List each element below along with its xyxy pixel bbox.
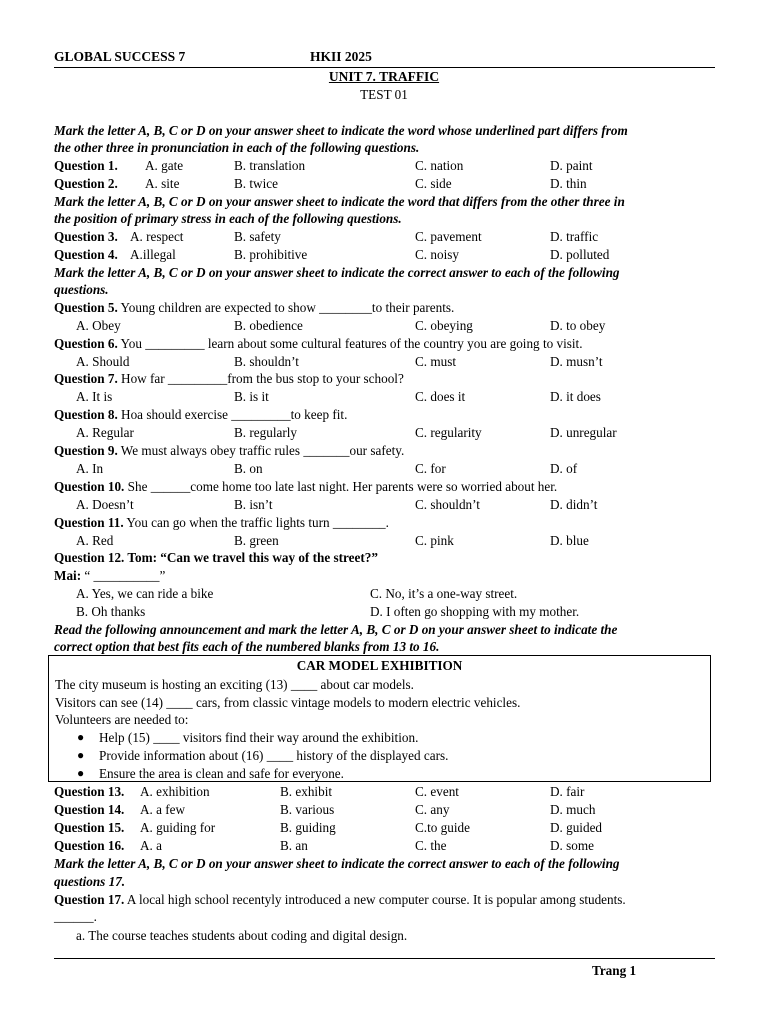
q9-option-a[interactable]: A. In <box>76 461 104 476</box>
announcement-line-2: Visitors can see (14) ____ cars, from classic vintage models to modern electric vehicles. <box>55 695 521 710</box>
q3-option-b[interactable]: B. safety <box>234 229 281 244</box>
question-15 <box>54 819 124 836</box>
question-4 <box>54 246 118 263</box>
question-stem: We must always obey traffic rules _______our safety. <box>117 443 405 458</box>
q4-option-c[interactable]: C. noisy <box>415 247 459 262</box>
q2-option-a[interactable]: A. site <box>145 176 180 191</box>
instruction-correct-1: Mark the letter A, B, C or D on your answer sheet to indicate the correct answer to each of the following <box>54 265 620 280</box>
question-stem: You can go when the traffic lights turn ________. <box>123 515 389 530</box>
q1-option-c[interactable]: C. nation <box>415 158 464 173</box>
question-label: Question 10. <box>54 479 125 494</box>
q11-option-d[interactable]: D. blue <box>550 533 589 548</box>
q14-option-c[interactable]: C. any <box>415 802 450 817</box>
unit-title: UNIT 7. TRAFFIC <box>328 69 440 84</box>
q3-option-a[interactable]: A. respect <box>130 229 184 244</box>
q12-option-c[interactable]: C. No, it’s a one-way street. <box>370 586 518 601</box>
q6-option-a[interactable]: A. Should <box>76 354 130 369</box>
question-label: Question 16. <box>54 838 125 853</box>
q16-option-d[interactable]: D. some <box>550 838 594 853</box>
question-label: Question 5. <box>54 300 118 315</box>
q1-option-b[interactable]: B. translation <box>234 158 306 173</box>
q4-option-b[interactable]: B. prohibitive <box>234 247 308 262</box>
announcement-line-1: The city museum is hosting an exciting (13) ____ about car models. <box>55 677 414 692</box>
q10-option-c[interactable]: C. shouldn’t <box>415 497 480 512</box>
q6-option-d[interactable]: D. musn’t <box>550 354 603 369</box>
q13-option-b[interactable]: B. exhibit <box>280 784 333 799</box>
q8-option-c[interactable]: C. regularity <box>415 425 482 440</box>
question-1 <box>54 157 118 174</box>
question-8 <box>54 406 347 423</box>
q7-option-d[interactable]: D. it does <box>550 389 601 404</box>
test-title: TEST 01 <box>360 87 408 102</box>
q3-option-c[interactable]: C. pavement <box>415 229 482 244</box>
bullet-icon: ● <box>77 766 85 780</box>
question-stem: Hoa should exercise _________to keep fit. <box>117 407 348 422</box>
instruction-reading-2: correct option that best fits each of the numbered blanks from 13 to 16. <box>54 639 440 654</box>
question-16 <box>54 837 124 854</box>
footer-divider <box>54 958 715 959</box>
question-11 <box>54 514 389 531</box>
q14-option-d[interactable]: D. much <box>550 802 596 817</box>
instruction-pronunciation-2: the other three in pronunciation in each of the following questions. <box>54 140 420 155</box>
q16-option-b[interactable]: B. an <box>280 838 308 853</box>
instruction-correct-2: questions. <box>54 282 109 297</box>
q12-option-d[interactable]: D. I often go shopping with my mother. <box>370 604 580 619</box>
question-10 <box>54 478 557 495</box>
question-9 <box>54 442 404 459</box>
question-label: Question 7. <box>54 371 118 386</box>
question-label: Question 4. <box>54 247 118 262</box>
announcement-bullet-1: Help (15) ____ visitors find their way around the exhibition. <box>99 730 419 745</box>
q5-option-d[interactable]: D. to obey <box>550 318 606 333</box>
instruction-stress-1: Mark the letter A, B, C or D on your answer sheet to indicate the word that differs from the other three in <box>54 194 625 209</box>
instruction-q17-2: questions 17. <box>54 874 126 889</box>
question-label: Question 14. <box>54 802 125 817</box>
bullet-icon: ● <box>77 730 85 744</box>
instruction-stress-2: the position of primary stress in each of the following questions. <box>54 211 402 226</box>
q1-option-d[interactable]: D. paint <box>550 158 593 173</box>
instruction-reading-1: Read the following announcement and mark the letter A, B, C or D on your answer sheet to indicate the <box>54 622 618 637</box>
announcement-box <box>48 655 711 782</box>
q2-option-c[interactable]: C. side <box>415 176 452 191</box>
q8-option-a[interactable]: A. Regular <box>76 425 134 440</box>
q10-option-d[interactable]: D. didn’t <box>550 497 598 512</box>
q15-option-a[interactable]: A. guiding for <box>140 820 216 835</box>
q7-option-a[interactable]: A. It is <box>76 389 113 404</box>
q15-option-d[interactable]: D. guided <box>550 820 603 835</box>
question-label: Question 2. <box>54 176 118 191</box>
question-12-mai <box>54 567 165 584</box>
q3-option-d[interactable]: D. traffic <box>550 229 599 244</box>
q4-option-d[interactable]: D. polluted <box>550 247 610 262</box>
q14-option-b[interactable]: B. various <box>280 802 335 817</box>
question-label: Question 13. <box>54 784 125 799</box>
question-stem: You _________ learn about some cultural features of the country you are going to visit. <box>117 336 583 351</box>
q13-option-d[interactable]: D. fair <box>550 784 585 799</box>
answer-blank: “ __________” <box>81 568 166 583</box>
question-stem: She ______come home too late last night. Her parents were so worried about her. <box>124 479 558 494</box>
q12-option-b[interactable]: B. Oh thanks <box>76 604 146 619</box>
q16-option-c[interactable]: C. the <box>415 838 447 853</box>
question-7 <box>54 370 404 387</box>
q14-option-a[interactable]: A. a few <box>140 802 186 817</box>
q1-option-a[interactable]: A. gate <box>145 158 184 173</box>
instruction-q17-1: Mark the letter A, B, C or D on your answer sheet to indicate the correct answer to each of the following <box>54 856 620 871</box>
question-12 <box>54 549 378 566</box>
question-stem: Tom: “Can we travel this way of the street?” <box>124 550 378 565</box>
question-3 <box>54 228 118 245</box>
question-stem: A local high school recentyly introduced a new computer course. It is popular among students. <box>124 892 626 907</box>
term-name: HKII 2025 <box>310 49 372 64</box>
question-label: Question 17. <box>54 892 125 907</box>
question-14 <box>54 801 124 818</box>
question-label: Question 1. <box>54 158 118 173</box>
q9-option-b[interactable]: B. on <box>234 461 263 476</box>
bullet-icon: ● <box>77 748 85 762</box>
question-label: Question 3. <box>54 229 118 244</box>
announcement-line-3: Volunteers are needed to: <box>55 712 189 727</box>
q11-option-c[interactable]: C. pink <box>415 533 454 548</box>
q13-option-a[interactable]: A. exhibition <box>140 784 210 799</box>
q11-option-a[interactable]: A. Red <box>76 533 114 548</box>
q11-option-b[interactable]: B. green <box>234 533 279 548</box>
q12-option-a[interactable]: A. Yes, we can ride a bike <box>76 586 214 601</box>
question-stem: Young children are expected to show ________to their parents. <box>117 300 455 315</box>
question-label: Question 9. <box>54 443 118 458</box>
q13-option-c[interactable]: C. event <box>415 784 459 799</box>
question-17-blank: ______. <box>54 909 97 924</box>
question-17 <box>54 891 626 908</box>
question-13 <box>54 783 124 800</box>
q8-option-d[interactable]: D. unregular <box>550 425 617 440</box>
q10-option-b[interactable]: B. isn’t <box>234 497 273 512</box>
q10-option-a[interactable]: A. Doesn’t <box>76 497 134 512</box>
q2-option-d[interactable]: D. thin <box>550 176 587 191</box>
q9-option-c[interactable]: C. for <box>415 461 446 476</box>
question-label: Question 6. <box>54 336 118 351</box>
q7-option-b[interactable]: B. is it <box>234 389 269 404</box>
question-label: Question 12. <box>54 550 125 565</box>
q4-option-a[interactable]: A.illegal <box>130 247 176 262</box>
q8-option-b[interactable]: B. regularly <box>234 425 297 440</box>
question-5 <box>54 299 454 316</box>
question-stem: How far _________from the bus stop to your school? <box>117 371 404 386</box>
question-2 <box>54 175 118 192</box>
speaker-label: Mai: <box>54 568 82 583</box>
q5-option-c[interactable]: C. obeying <box>415 318 473 333</box>
q7-option-c[interactable]: C. does it <box>415 389 466 404</box>
announcement-bullet-2: Provide information about (16) ____ history of the displayed cars. <box>99 748 449 763</box>
q15-option-b[interactable]: B. guiding <box>280 820 336 835</box>
announcement-bullet-3: Ensure the area is clean and safe for everyone. <box>99 766 344 781</box>
q16-option-a[interactable]: A. a <box>140 838 162 853</box>
q6-option-b[interactable]: B. shouldn’t <box>234 354 299 369</box>
question-label: Question 11. <box>54 515 124 530</box>
instruction-pronunciation-1: Mark the letter A, B, C or D on your answer sheet to indicate the word whose underlined part differs from <box>54 123 628 138</box>
page-number: Trang 1 <box>592 963 637 978</box>
question-6 <box>54 335 583 352</box>
question-label: Question 15. <box>54 820 125 835</box>
q5-option-a[interactable]: A. Obey <box>76 318 121 333</box>
q6-option-c[interactable]: C. must <box>415 354 457 369</box>
course-name: GLOBAL SUCCESS 7 <box>54 49 186 64</box>
q5-option-b[interactable]: B. obedience <box>234 318 303 333</box>
q2-option-b[interactable]: B. twice <box>234 176 278 191</box>
page-header <box>54 49 715 68</box>
q9-option-d[interactable]: D. of <box>550 461 578 476</box>
q17-option-a[interactable]: a. The course teaches students about coding and digital design. <box>76 928 408 943</box>
q15-option-c[interactable]: C.to guide <box>415 820 470 835</box>
question-label: Question 8. <box>54 407 118 422</box>
announcement-title: CAR MODEL EXHIBITION <box>296 658 463 673</box>
